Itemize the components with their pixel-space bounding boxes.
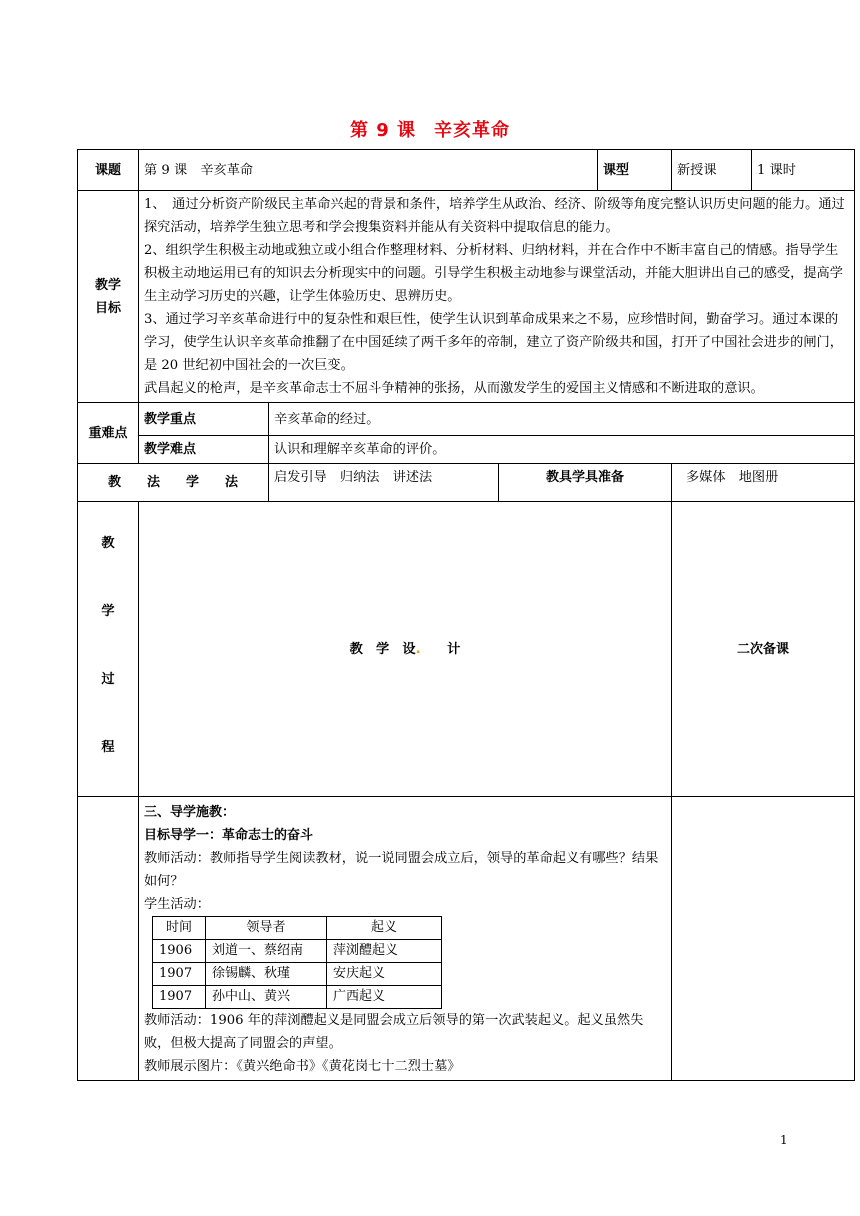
- lesson-plan-table: [77, 149, 855, 1081]
- objectives-content: [139, 191, 855, 403]
- lesson-type-label: 课型: [598, 150, 672, 191]
- methods-row: [78, 464, 855, 502]
- objective-item: 1、 通过分析资产阶级民主革命兴起的背景和条件，培养学生从政治、经济、阶级等角度完整认识历史问题的能力。通过探究活动，培养学生独立思考和学会搜集资料并能从有关资料中提取信息的能力。: [144, 197, 845, 235]
- tools-label: 教具学具准备: [499, 464, 672, 502]
- title-lesson-number: 第 9 课: [349, 120, 417, 141]
- difficulty-value: 认识和理解辛亥革命的评价。: [269, 436, 855, 464]
- class-hours: 1 课时: [752, 150, 855, 191]
- table-cell: 1907: [153, 986, 206, 1009]
- secondary-prep-header: 二次备课: [672, 502, 855, 797]
- topic-label: 课题: [78, 150, 139, 191]
- objective-item: 2、组织学生积极主动地或独立或小组合作整理材料、分析材料、归纳材料，并在合作中不断丰富自己的情感。指导学生积极主动地运用已有的知识去分析现实中的问题。引导学生积极主动地参与课堂活动，并能大胆讲出自己的感受，提高学生主动学习历史的兴趣，让学生体验历史、思辨历史。: [144, 243, 843, 304]
- focus-value: 辛亥革命的经过。: [269, 403, 855, 436]
- student-activity: 学生活动：: [144, 897, 210, 912]
- teacher-images: 教师展示图片：《黄兴绝命书》《黄花岗七十二烈士墓》: [144, 1059, 461, 1074]
- difficulty-row: [78, 436, 855, 464]
- design-label: 教 学 设: [349, 641, 416, 657]
- guide-goal: 目标导学一：革命志士的奋斗: [144, 828, 314, 843]
- focus-row: [78, 403, 855, 436]
- tools-value: 多媒体 地图册: [672, 464, 855, 502]
- guide-heading: 三、导学施教：: [144, 805, 236, 820]
- uprisings-col-leader: 领导者: [206, 917, 327, 940]
- process-char: 过: [101, 672, 115, 687]
- methods-label: 教 法 学 法: [78, 464, 269, 502]
- uprisings-table: [152, 916, 442, 1009]
- uprisings-col-uprising: 起义: [327, 917, 442, 940]
- table-cell: 1906: [153, 940, 206, 963]
- table-cell: 广西起义: [327, 986, 442, 1009]
- guide-content: [139, 797, 672, 1081]
- objectives-label: [78, 191, 139, 403]
- guide-row: [78, 797, 855, 1081]
- title-lesson-name: 辛亥革命: [434, 120, 511, 141]
- table-row: [153, 963, 442, 986]
- process-label: [78, 502, 139, 797]
- table-row: [153, 986, 442, 1009]
- process-char: 学: [101, 604, 115, 619]
- guide-blank-cell: [78, 797, 139, 1081]
- objectives-row: [78, 191, 855, 403]
- objective-item: 3、通过学习辛亥革命进行中的复杂性和艰巨性，使学生认识到革命成果来之不易，应珍惜时间，勤奋学习。通过本课的学习，使学生认识辛亥革命推翻了在中国延续了两千多年的帝制，建立了资产阶级共和国，打开了中国社会进步的闸门，是 20 世纪初中国社会的一次巨变。: [144, 312, 843, 373]
- lesson-type-value: 新授课: [672, 150, 752, 191]
- methods-value: 启发引导 归纳法 讲述法: [269, 464, 499, 502]
- table-row: [153, 940, 442, 963]
- topic-value: 第 9 课 辛亥革命: [139, 150, 598, 191]
- table-cell: 徐锡麟、秋瑾: [206, 963, 327, 986]
- table-cell: 安庆起义: [327, 963, 442, 986]
- uprisings-header-row: [153, 917, 442, 940]
- teacher-activity-2: 教师活动：1906 年的萍浏醴起义是同盟会成立后领导的第一次武装起义。起义虽然失败，但极大提高了同盟会的声望。: [144, 1013, 644, 1051]
- design-tail: 计: [447, 641, 461, 657]
- table-cell: 刘道一、蔡绍南: [206, 940, 327, 963]
- objective-item: 武昌起义的枪声，是辛亥革命志士不屈斗争精神的张扬，从而激发学生的爱国主义情感和不断进取的意识。: [144, 381, 764, 396]
- table-cell: 1907: [153, 963, 206, 986]
- design-dot: .: [415, 641, 421, 657]
- header-row: [78, 150, 855, 191]
- table-cell: 孙中山、黄兴: [206, 986, 327, 1009]
- objectives-label-line1: 教学: [94, 277, 121, 293]
- key-points-label: 重难点: [78, 403, 139, 464]
- teaching-design-header: [139, 502, 672, 797]
- focus-label: 教学重点: [139, 403, 269, 436]
- uprisings-col-time: 时间: [153, 917, 206, 940]
- objectives-label-line2: 目标: [94, 300, 121, 316]
- process-char: 程: [101, 740, 115, 755]
- page-title: [0, 116, 860, 142]
- page-number: 1: [780, 1133, 788, 1147]
- process-row: [78, 502, 855, 797]
- secondary-prep-cell: [672, 797, 855, 1081]
- process-char: 教: [101, 536, 115, 551]
- difficulty-label: 教学难点: [139, 436, 269, 464]
- teacher-activity: 教师活动：教师指导学生阅读教材，说一说同盟会成立后，领导的革命起义有哪些？结果如何？: [144, 851, 659, 889]
- table-cell: 萍浏醴起义: [327, 940, 442, 963]
